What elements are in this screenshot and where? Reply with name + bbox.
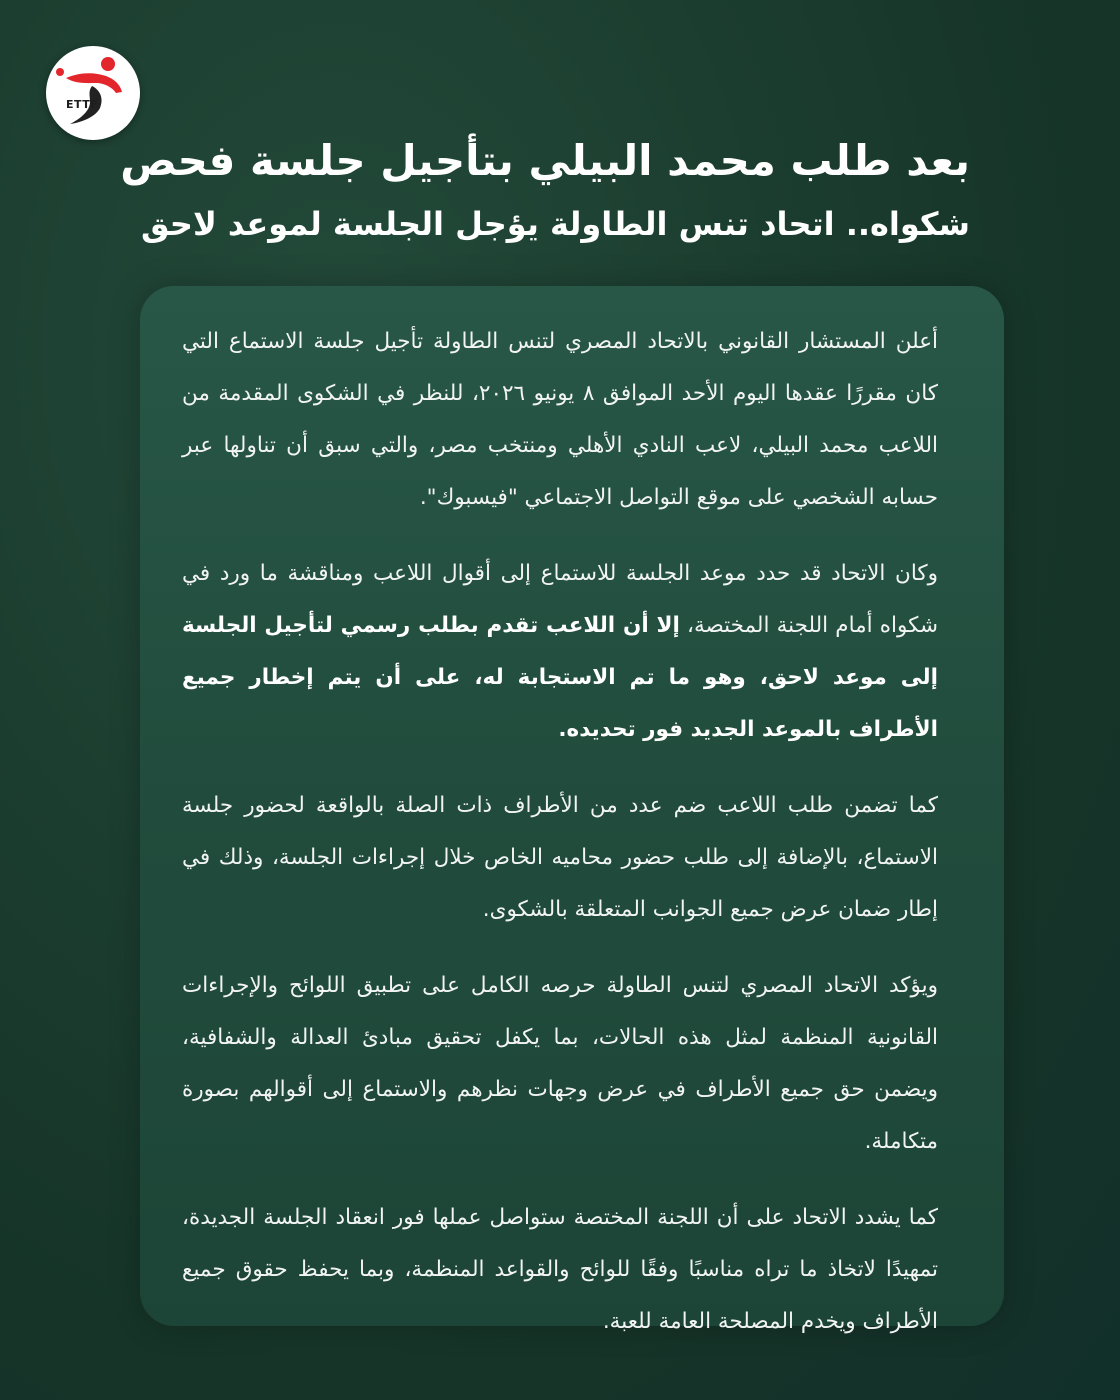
ettf-emblem-icon	[46, 46, 140, 140]
headline	[120, 128, 970, 254]
paragraph-4: ويؤكد الاتحاد المصري لتنس الطاولة حرصه الكامل على تطبيق اللوائح والإجراءات القانونية المنظمة لمثل هذه الحالات، بما يكفل تحقيق مبادئ العدالة والشفافية، ويضمن حق جميع الأطراف في عرض وجهات نظرهم والاستماع إلى أقوالهم بصورة متكاملة.	[182, 973, 938, 1154]
paragraph-2	[182, 548, 938, 756]
ettf-logo	[46, 46, 140, 140]
headline-line-1: بعد طلب محمد البيلي بتأجيل جلسة فحص	[120, 136, 970, 185]
article-body	[182, 316, 938, 1372]
paragraph-5: كما يشدد الاتحاد على أن اللجنة المختصة ستواصل عملها فور انعقاد الجلسة الجديدة، تمهيدًا لاتخاذ ما تراه مناسبًا وفقًا للوائح والقواعد المنظمة، وبما يحفظ حقوق جميع الأطراف ويخدم المصلحة العامة للعبة.	[182, 1205, 938, 1334]
paragraph-3: كما تضمن طلب اللاعب ضم عدد من الأطراف ذات الصلة بالواقعة لحضور جلسة الاستماع، بالإضافة إلى طلب حضور محاميه الخاص خلال إجراءات الجلسة، وذلك في إطار ضمان عرض جميع الجوانب المتعلقة بالشكوى.	[182, 793, 938, 922]
paragraph-2-normal: وكان الاتحاد قد حدد موعد الجلسة للاستماع إلى أقوال اللاعب ومناقشة ما ورد في شكواه أمام اللجنة المختصة،	[182, 561, 939, 638]
headline-line-2: شكواه.. اتحاد تنس الطاولة يؤجل الجلسة لموعد لاحق	[141, 205, 970, 243]
paragraph-2-bold: إلا أن اللاعب تقدم بطلب رسمي لتأجيل الجلسة إلى موعد لاحق، وهو ما تم الاستجابة له، على أن يتم إخطار جميع الأطراف بالموعد الجديد فور تحديده.	[182, 613, 938, 742]
paragraph-1: أعلن المستشار القانوني بالاتحاد المصري لتنس الطاولة تأجيل جلسة الاستماع التي كان مقررًا عقدها اليوم الأحد الموافق ٨ يونيو ٢٠٢٦، للنظر في الشكوى المقدمة من اللاعب محمد البيلي، لاعب النادي الأهلي ومنتخب مصر، والتي سبق أن تناولها عبر حسابه الشخصي على موقع التواصل الاجتماعي "فيسبوك".	[182, 329, 938, 510]
logo-label: ETTF	[66, 98, 99, 111]
